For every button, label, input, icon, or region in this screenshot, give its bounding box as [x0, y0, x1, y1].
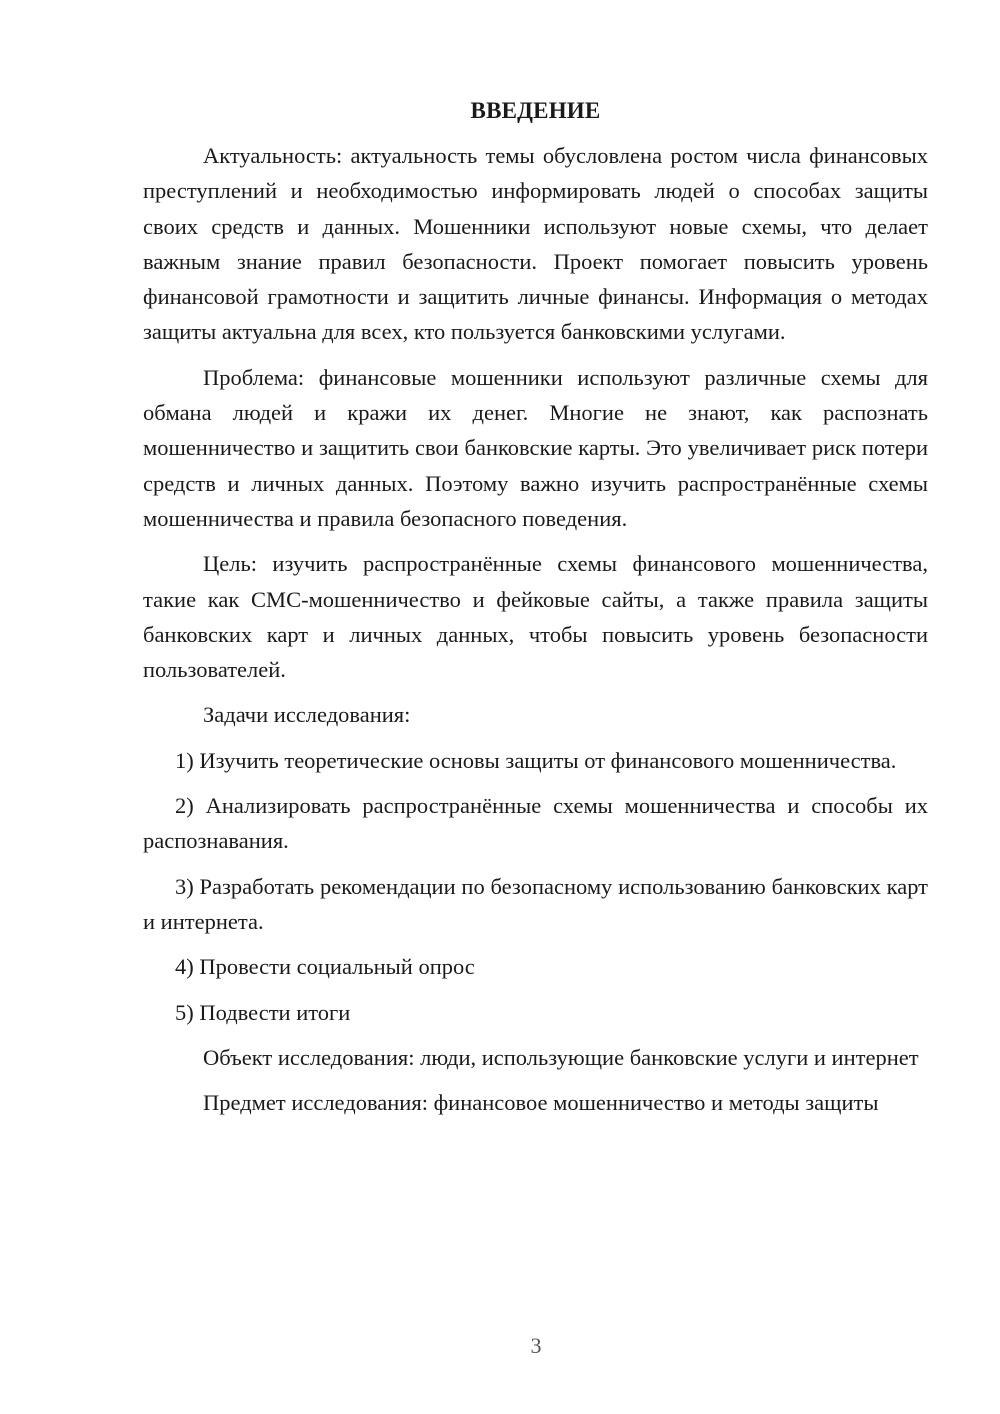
- task-item-5: 5) Подвести итоги: [175, 999, 351, 1025]
- task-item-1: 1) Изучить теоретические основы защиты от финансового мошенничества.: [175, 747, 897, 773]
- paragraph-relevance: Актуальность: актуальность темы обусловлена ростом числа финансовых преступлений и необходимостью информировать людей о способах защиты своих средств и данных. Мошенники используют новые схемы, что делает важным знание правил безопасности. Проект помогает повысить уровень финансовой грамотности и защитить личные финансы. Информация о методах защиты актуальна для всех, кто пользуется банковскими услугами.: [143, 143, 928, 345]
- page-content: [143, 96, 928, 1130]
- task-item-4: 4) Провести социальный опрос: [175, 954, 475, 980]
- tasks-heading: Задачи исследования:: [203, 702, 411, 728]
- page-number: 3: [530, 1333, 542, 1358]
- task-item-3: 3) Разработать рекомендации по безопасному использованию банковских карт и интернета.: [143, 873, 928, 934]
- paragraph-problem: Проблема: финансовые мошенники используют различные схемы для обмана людей и кражи их денег. Многие не знают, как распознать мошенничество и защитить свои банковские карты. Это увеличивает риск потери средств и личных данных. Поэтому важно изучить распространённые схемы мошенничества и правила безопасного поведения.: [143, 364, 928, 531]
- paragraph-goal: Цель: изучить распространённые схемы финансового мошенничества, такие как СМС-мошенничество и фейковые сайты, а также правила защиты банковских карт и личных данных, чтобы повысить уровень безопасности пользователей.: [143, 551, 928, 683]
- paragraph-subject: Предмет исследования: финансовое мошенничество и методы защиты: [203, 1090, 879, 1116]
- task-item-2: 2) Анализировать распространённые схемы мошенничества и способы их распознавания.: [143, 793, 928, 854]
- section-title: ВВЕДЕНИЕ: [470, 98, 601, 123]
- paragraph-object: Объект исследования: люди, использующие банковские услуги и интернет: [203, 1044, 919, 1070]
